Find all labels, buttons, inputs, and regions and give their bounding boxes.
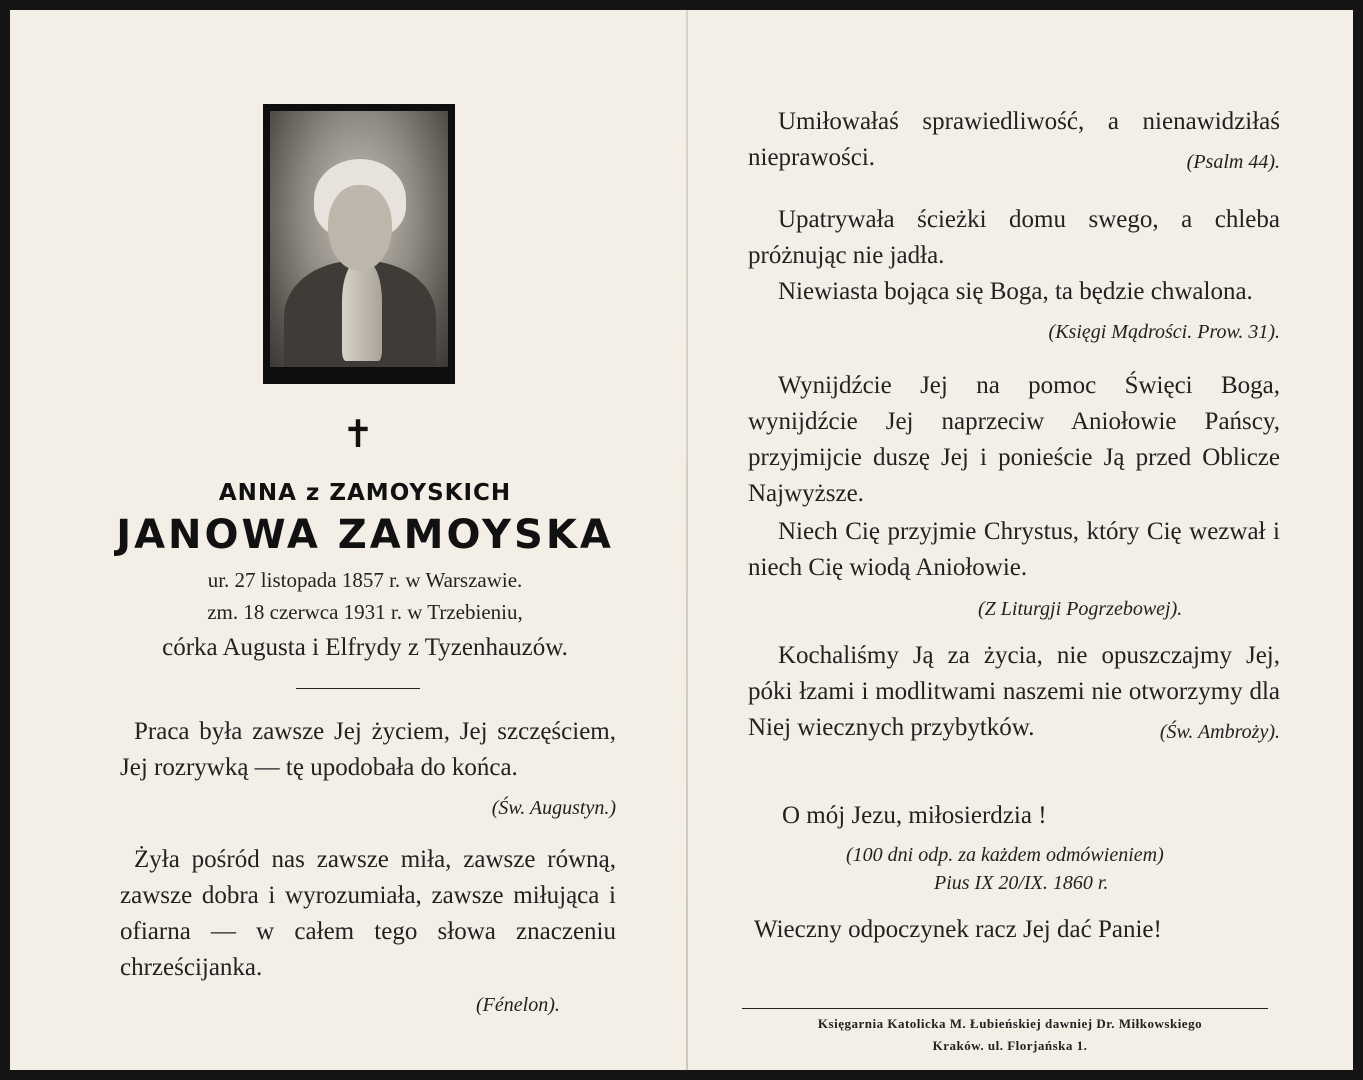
quote-fenelon-text: Żyła pośród nas zawsze miła, zawsze równą, zawsze dobra i wyrozumiała, zawsze miłująca i ofiarna — w całem tego słowa znaczeniu chrześcijanka. [120,846,616,981]
portrait-photo [263,104,455,384]
verse-woman-text: Niewiasta bojąca się Boga, ta będzie chwalona. [778,278,1253,305]
death-info: zm. 18 czerwca 1931 r. w Trzebieniu, [207,600,523,624]
quote-augustyn [120,714,616,826]
verse-christ-cite: (Z Liturgji Pogrzebowej). [978,598,1183,620]
quote-fenelon-cite: (Fénelon). [476,994,560,1016]
maiden-name: ANNA z ZAMOYSKICH [218,480,512,506]
verse-christ [748,514,1280,586]
printer-name: Księgarnia Katolicka M. Łubieńskiej dawniej Dr. Miłkowskiego [817,1016,1203,1031]
birth-info: ur. 27 listopada 1857 r. w Warszawie. [207,568,523,592]
verse-ambrose-cite: (Św. Ambroży). [1159,721,1280,743]
verse-ambrose [748,638,1280,750]
eternal-rest: Wieczny odpoczynek racz Jej dać Panie! [754,916,1162,943]
quote-augustyn-cite: (Św. Augustyn.) [491,797,616,819]
verse-psalm-text: Umiłowałaś sprawiedliwość, a nienawidziłaś nieprawości. [748,108,1280,171]
indulgence-pope: Pius IX 20/IX. 1860 r. [934,872,1109,894]
left-panel [10,10,686,1070]
verse-christ-text: Niech Cię przyjmie Chrystus, który Cię wezwał i niech Cię wiodą Aniołowie. [748,518,1280,581]
quote-augustyn-text: Praca była zawsze Jej życiem, Jej szczęściem, Jej rozrywką — tę upodobała do końca. [120,718,616,781]
verse-woman [748,274,1280,350]
portrait-image [270,111,448,367]
verse-woman-cite: (Księgi Mądrości. Prow. 31). [1048,321,1280,343]
deceased-name: JANOWA ZAMOYSKA [116,512,614,558]
verse-psalm-cite: (Psalm 44). [1186,151,1280,173]
indulgence-note: (100 dni odp. za każdem odmówieniem) [846,844,1164,866]
verse-house-text: Upatrywała ścieżki domu swego, a chleba próżnując nie jadła. [748,206,1280,269]
right-panel [688,10,1353,1070]
cross-icon: ✝ [342,412,374,456]
quote-fenelon [120,842,616,986]
divider [296,688,420,689]
parents-info: córka Augusta i Elfrydy z Tyzenhauzów. [162,634,568,661]
verse-saints-text: Wynijdźcie Jej na pomoc Święci Boga, wynijdźcie Jej naprzeciw Aniołowie Pańscy, przyjmijcie duszę Jej i ponieście Ją przed Oblicze Najwyższe. [748,372,1280,507]
verse-saints [748,368,1280,512]
verse-psalm [748,104,1280,180]
verse-house [748,202,1280,274]
prayer: O mój Jezu, miłosierdzia ! [782,802,1047,829]
printer-divider [742,1008,1268,1009]
memorial-card [10,10,1353,1070]
verse-ambrose-text: Kochaliśmy Ją za życia, nie opuszczajmy Jej, póki łzami i modlitwami naszemi nie otworzymy dla Niej wiecznych przybytków. [748,642,1280,741]
printer-address: Kraków. ul. Florjańska 1. [932,1038,1088,1053]
